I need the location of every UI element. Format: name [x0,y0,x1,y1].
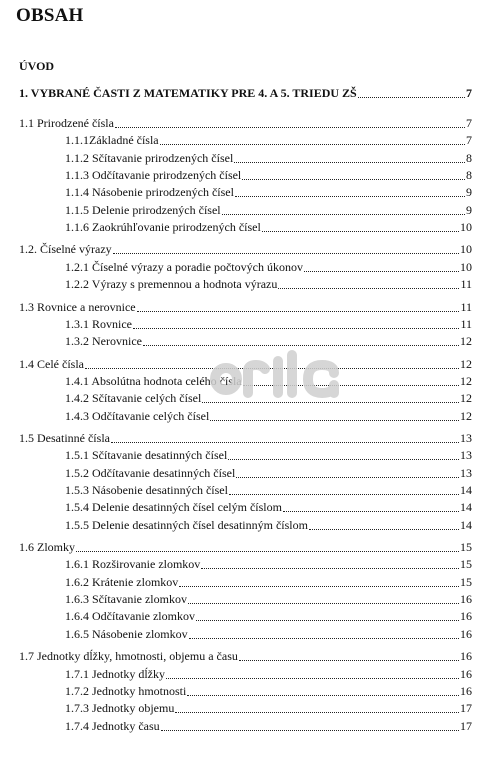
dot-leader [160,144,465,145]
dot-leader [143,345,459,346]
toc-entry-title: 1.1.1Základné čísla [65,133,159,148]
toc-entry-page: 7 [466,133,472,148]
toc-entry-page: 16 [460,609,472,624]
toc-entry-title: 1.3.1 Rovnice [65,316,132,331]
toc-entry-page: 16 [460,626,472,641]
toc-subsection-row [65,201,472,218]
dot-leader [304,271,459,272]
toc-entry-page: 12 [460,408,472,423]
dot-leader [137,311,460,312]
toc-entry-title: 1.1.6 Zaokrúhľovanie prirodzených čísel [65,220,261,235]
toc-entry-page: 16 [460,683,472,698]
toc-entry-title: 1.7.4 Jednotky času [65,718,160,733]
toc-entry-page: 11 [460,316,472,331]
toc-entry-title: 1.7 Jednotky dĺžky, hmotnosti, objemu a času [19,649,238,664]
toc-entry-page: 15 [460,540,472,555]
dot-leader [222,214,465,215]
toc-entry-page: 12 [460,373,472,388]
dot-leader [229,494,459,495]
toc-subsection-row [65,315,472,332]
dot-leader [202,402,459,403]
toc-subsection-row [65,555,472,572]
toc-entry-page: 8 [466,150,472,165]
dot-leader [111,442,459,443]
dot-leader [242,179,465,180]
toc-entry-title: 1.6.2 Krátenie zlomkov [65,574,179,589]
toc-subsection-row [65,682,472,699]
dot-leader [133,328,459,329]
toc-entry-title: 1.1.5 Delenie prirodzených čísel [65,202,221,217]
chapter-title: 1. VYBRANÉ ČASTI Z MATEMATIKY PRE 4. A 5. TRIEDU ZŠ [19,86,357,100]
toc-section-row [19,240,472,257]
toc-entry-page: 15 [460,574,472,589]
toc-entry-page: 13 [460,465,472,480]
toc-entry-page: 12 [460,391,472,406]
dot-leader [175,712,459,713]
dot-leader [189,638,459,639]
toc-entry-page: 16 [460,592,472,607]
dot-leader [239,660,459,661]
toc-entry-title: 1.1.2 Sčítavanie prirodzených čísel [65,150,234,165]
toc-section-row [19,429,472,446]
toc-entry-page: 12 [460,356,472,371]
toc-entry-title: 1.2. Číselné výrazy [19,242,112,257]
dot-leader [262,231,459,232]
toc-entry-title: 1.5.4 Delenie desatinných čísel celým číslom [65,500,282,515]
dot-leader [309,529,459,530]
toc-subsection-row [65,372,472,389]
toc-subsection-row [65,590,472,607]
toc-entry-page: 7 [466,116,472,130]
toc-entry-title: 1.6 Zlomky [19,540,75,555]
toc-entry-title: 1.4 Celé čísla [19,356,84,371]
chapter-row [19,84,472,101]
toc-entry-page: 12 [460,334,472,349]
toc-entry-page: 14 [460,500,472,515]
dot-leader [236,477,459,478]
toc-subsection-row [65,625,472,642]
intro-heading: ÚVOD [19,59,55,73]
toc-entry-title: 1.4.1 Absolútna hodnota celého čísla [65,373,242,388]
toc-entry-page: 17 [460,718,472,733]
toc-entry-title: 1.4.3 Odčítavanie celých čísel [65,408,210,423]
dot-leader [235,196,465,197]
toc-section-row [19,538,472,555]
toc-entry-title: 1.5.1 Sčítavanie desatinných čísel [65,448,228,463]
toc-entry-page: 9 [466,185,472,200]
toc-entry-page: 10 [460,220,472,235]
dot-leader [76,551,459,552]
toc-entry-page: 10 [460,242,472,257]
toc-entry-title: 1.5.2 Odčítavanie desatinných čísel [65,465,236,480]
toc-subsection-row [65,183,472,200]
toc-subsection-row [65,166,472,183]
toc-subsection-row [65,407,472,424]
toc-entry-page: 14 [460,483,472,497]
toc-subsection-row [65,332,472,349]
toc-entry-title: 1.5.5 Delenie desatinných čísel desatinným číslom [65,517,308,532]
dot-leader [196,620,459,621]
toc-entry-title: 1.3 Rovnice a nerovnice [19,299,136,314]
dot-leader [113,253,459,254]
toc-entry-title: 1.6.3 Sčítavanie zlomkov [65,592,187,607]
toc-entry-page: 10 [460,259,472,274]
toc-subsection-row [65,516,472,533]
toc-entry-page: 14 [460,517,472,532]
toc-entry-title: 1.7.2 Jednotky hmotnosti [65,683,187,698]
toc-entry-page: 11 [460,277,472,292]
dot-leader [201,568,459,569]
toc-entry-title: 1.1.3 Odčítavanie prirodzených čísel [65,168,242,183]
toc-entry-title: 1.6.1 Rozširovanie zlomkov [65,557,201,572]
dot-leader [187,695,459,696]
toc-section-row [19,647,472,664]
dot-leader [210,420,459,421]
toc-entry-title: 1.2.1 Číselné výrazy a poradie počtových úkonov [65,259,303,274]
toc-entry-title: 1.3.2 Nerovnice [65,334,142,349]
toc-entry-title: 1.4.2 Sčítavanie celých čísel [65,391,202,406]
toc-subsection-row [65,498,472,515]
toc-entry-title: 1.1 Prirodzené čísla [19,116,114,130]
toc-subsection-row [65,218,472,235]
dot-leader [188,603,459,604]
toc-subsection-row [65,446,472,463]
dot-leader [234,162,465,163]
toc-entry-page: 13 [460,448,472,463]
toc-entry-title: 1.6.4 Odčítavanie zlomkov [65,609,195,624]
dot-leader [278,288,459,289]
chapter-page: 7 [466,86,472,100]
toc-entry-page: 16 [460,666,472,681]
toc-subsection-row [65,131,472,148]
dot-leader [358,97,465,98]
dot-leader [283,511,459,512]
toc-entry-page: 16 [460,649,472,664]
toc-subsection-row [65,717,472,734]
toc-subsection-row [65,389,472,406]
toc-entry-page: 11 [460,299,472,314]
toc-entry-title: 1.6.5 Násobenie zlomkov [65,626,188,641]
toc-subsection-row [65,464,472,481]
dot-leader [228,459,459,460]
toc-subsection-row [65,607,472,624]
toc-section-row [19,355,472,372]
dot-leader [166,678,459,679]
toc-subsection-row [65,258,472,275]
toc-entry-page: 17 [460,701,472,716]
toc-entry-page: 9 [466,202,472,217]
toc-subsection-row [65,699,472,716]
toc-subsection-row [65,149,472,166]
dot-leader [243,385,459,386]
toc-subsection-row [65,573,472,590]
page-title: OBSAH [16,5,84,26]
toc-entry-title: 1.5 Desatinné čísla [19,430,110,445]
dot-leader [85,368,459,369]
toc-entry-title: 1.7.1 Jednotky dĺžky [65,666,165,681]
dot-leader [161,730,459,731]
toc-entry-title: 1.2.2 Výrazy s premennou a hodnota výrazu [65,277,278,292]
toc-section-row [19,298,472,315]
toc-entry-title: 1.7.3 Jednotky objemu [65,701,175,716]
toc-entry-page: 13 [460,430,472,445]
toc-entry-title: 1.1.4 Násobenie prirodzených čísel [65,185,234,200]
toc-entry-page: 8 [466,168,472,183]
toc-subsection-row [65,275,472,292]
toc-subsection-row [65,481,472,498]
toc-entry-page: 15 [460,557,472,572]
toc-entry-title: 1.5.3 Násobenie desatinných čísel [65,483,228,497]
toc-subsection-row [65,665,472,682]
dot-leader [115,127,465,128]
toc-section-row [19,114,472,131]
dot-leader [179,586,459,587]
